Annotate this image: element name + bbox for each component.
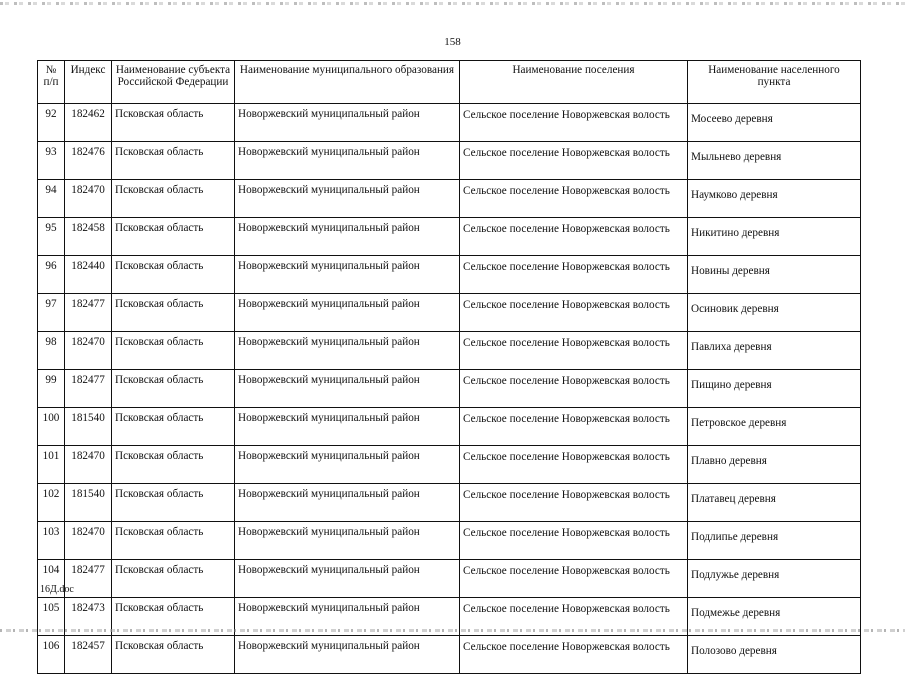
cell-municipality: Новоржевский муниципальный район: [235, 484, 460, 522]
cell-settlement: Сельское поселение Новоржевская волость: [460, 484, 688, 522]
header-index: Индекс: [65, 61, 112, 104]
table-row: [38, 180, 861, 218]
cell-num: 92: [38, 104, 65, 142]
table-row: [38, 104, 861, 142]
table-header: [38, 61, 861, 104]
cell-index: 181540: [65, 408, 112, 446]
cell-municipality: Новоржевский муниципальный район: [235, 370, 460, 408]
cell-settlement: Сельское поселение Новоржевская волость: [460, 332, 688, 370]
table-row: [38, 294, 861, 332]
cell-subject: Псковская область: [112, 370, 235, 408]
table-row: [38, 408, 861, 446]
cell-num: 102: [38, 484, 65, 522]
cell-locality: Никитино деревня: [688, 218, 861, 256]
cell-municipality: Новоржевский муниципальный район: [235, 294, 460, 332]
table-row: [38, 218, 861, 256]
cell-municipality: Новоржевский муниципальный район: [235, 142, 460, 180]
cell-num: 101: [38, 446, 65, 484]
header-row: [38, 61, 861, 104]
cell-subject: Псковская область: [112, 142, 235, 180]
cell-municipality: Новоржевский муниципальный район: [235, 256, 460, 294]
cell-subject: Псковская область: [112, 332, 235, 370]
cell-settlement: Сельское поселение Новоржевская волость: [460, 408, 688, 446]
cell-municipality: Новоржевский муниципальный район: [235, 408, 460, 446]
cell-municipality: Новоржевский муниципальный район: [235, 560, 460, 598]
header-locality: Наименование населенного пункта: [688, 61, 861, 104]
settlements-table: [37, 60, 861, 674]
cell-locality: Мосеево деревня: [688, 104, 861, 142]
cell-municipality: Новоржевский муниципальный район: [235, 636, 460, 674]
cell-num: 93: [38, 142, 65, 180]
cell-index: 182440: [65, 256, 112, 294]
cell-subject: Псковская область: [112, 218, 235, 256]
cell-index: 182473: [65, 598, 112, 636]
table-row: [38, 446, 861, 484]
cell-locality: Платавец деревня: [688, 484, 861, 522]
cell-municipality: Новоржевский муниципальный район: [235, 598, 460, 636]
cell-locality: Подмежье деревня: [688, 598, 861, 636]
cell-settlement: Сельское поселение Новоржевская волость: [460, 560, 688, 598]
cell-index: 182477: [65, 370, 112, 408]
cell-subject: Псковская область: [112, 636, 235, 674]
cell-index: 182462: [65, 104, 112, 142]
cell-subject: Псковская область: [112, 104, 235, 142]
cell-num: 97: [38, 294, 65, 332]
cell-num: 106: [38, 636, 65, 674]
cell-subject: Псковская область: [112, 408, 235, 446]
cell-locality: Полозово деревня: [688, 636, 861, 674]
cell-subject: Псковская область: [112, 294, 235, 332]
cell-locality: Плавно деревня: [688, 446, 861, 484]
cell-subject: Псковская область: [112, 446, 235, 484]
header-municipality: Наименование муниципального образования: [235, 61, 460, 104]
scan-artifact-bottom: [0, 629, 905, 632]
cell-index: 182457: [65, 636, 112, 674]
cell-num: 105: [38, 598, 65, 636]
cell-subject: Псковская область: [112, 522, 235, 560]
table-row: [38, 560, 861, 598]
settlements-table-container: [37, 60, 860, 674]
cell-num: 104: [38, 560, 65, 598]
cell-locality: Подлужье деревня: [688, 560, 861, 598]
table-row: [38, 484, 861, 522]
cell-index: 182470: [65, 522, 112, 560]
cell-num: 98: [38, 332, 65, 370]
cell-settlement: Сельское поселение Новоржевская волость: [460, 218, 688, 256]
cell-subject: Псковская область: [112, 180, 235, 218]
cell-municipality: Новоржевский муниципальный район: [235, 522, 460, 560]
cell-locality: Пищино деревня: [688, 370, 861, 408]
cell-municipality: Новоржевский муниципальный район: [235, 104, 460, 142]
cell-subject: Псковская область: [112, 598, 235, 636]
cell-municipality: Новоржевский муниципальный район: [235, 218, 460, 256]
table-row: [38, 142, 861, 180]
cell-locality: Осиновик деревня: [688, 294, 861, 332]
cell-locality: Мыльнево деревня: [688, 142, 861, 180]
cell-settlement: Сельское поселение Новоржевская волость: [460, 598, 688, 636]
table-row: [38, 256, 861, 294]
cell-index: 182458: [65, 218, 112, 256]
cell-settlement: Сельское поселение Новоржевская волость: [460, 142, 688, 180]
cell-num: 94: [38, 180, 65, 218]
cell-index: 182477: [65, 294, 112, 332]
cell-settlement: Сельское поселение Новоржевская волость: [460, 522, 688, 560]
table-row: [38, 370, 861, 408]
cell-settlement: Сельское поселение Новоржевская волость: [460, 370, 688, 408]
cell-index: 182477: [65, 560, 112, 598]
cell-settlement: Сельское поселение Новоржевская волость: [460, 294, 688, 332]
cell-index: 181540: [65, 484, 112, 522]
cell-index: 182470: [65, 446, 112, 484]
cell-index: 182470: [65, 332, 112, 370]
cell-municipality: Новоржевский муниципальный район: [235, 446, 460, 484]
cell-index: 182476: [65, 142, 112, 180]
cell-locality: Петровское деревня: [688, 408, 861, 446]
cell-num: 96: [38, 256, 65, 294]
cell-locality: Подлипье деревня: [688, 522, 861, 560]
header-subject: Наименование субъекта Российской Федерации: [112, 61, 235, 104]
cell-locality: Новины деревня: [688, 256, 861, 294]
table-row: [38, 332, 861, 370]
cell-index: 182470: [65, 180, 112, 218]
cell-settlement: Сельское поселение Новоржевская волость: [460, 180, 688, 218]
cell-settlement: Сельское поселение Новоржевская волость: [460, 636, 688, 674]
cell-num: 100: [38, 408, 65, 446]
scan-artifact-top: [0, 2, 905, 5]
cell-subject: Псковская область: [112, 560, 235, 598]
cell-settlement: Сельское поселение Новоржевская волость: [460, 256, 688, 294]
table-row: [38, 522, 861, 560]
cell-municipality: Новоржевский муниципальный район: [235, 180, 460, 218]
table-body: [38, 104, 861, 674]
cell-settlement: Сельское поселение Новоржевская волость: [460, 446, 688, 484]
footer-filename: 16Д.doc: [40, 584, 74, 595]
cell-subject: Псковская область: [112, 256, 235, 294]
header-settlement: Наименование поселения: [460, 61, 688, 104]
cell-locality: Наумково деревня: [688, 180, 861, 218]
cell-subject: Псковская область: [112, 484, 235, 522]
cell-num: 95: [38, 218, 65, 256]
cell-municipality: Новоржевский муниципальный район: [235, 332, 460, 370]
cell-settlement: Сельское поселение Новоржевская волость: [460, 104, 688, 142]
cell-num: 103: [38, 522, 65, 560]
cell-locality: Павлиха деревня: [688, 332, 861, 370]
page-number: 158: [444, 36, 461, 48]
cell-num: 99: [38, 370, 65, 408]
table-row: [38, 636, 861, 674]
header-num: № п/п: [38, 61, 65, 104]
